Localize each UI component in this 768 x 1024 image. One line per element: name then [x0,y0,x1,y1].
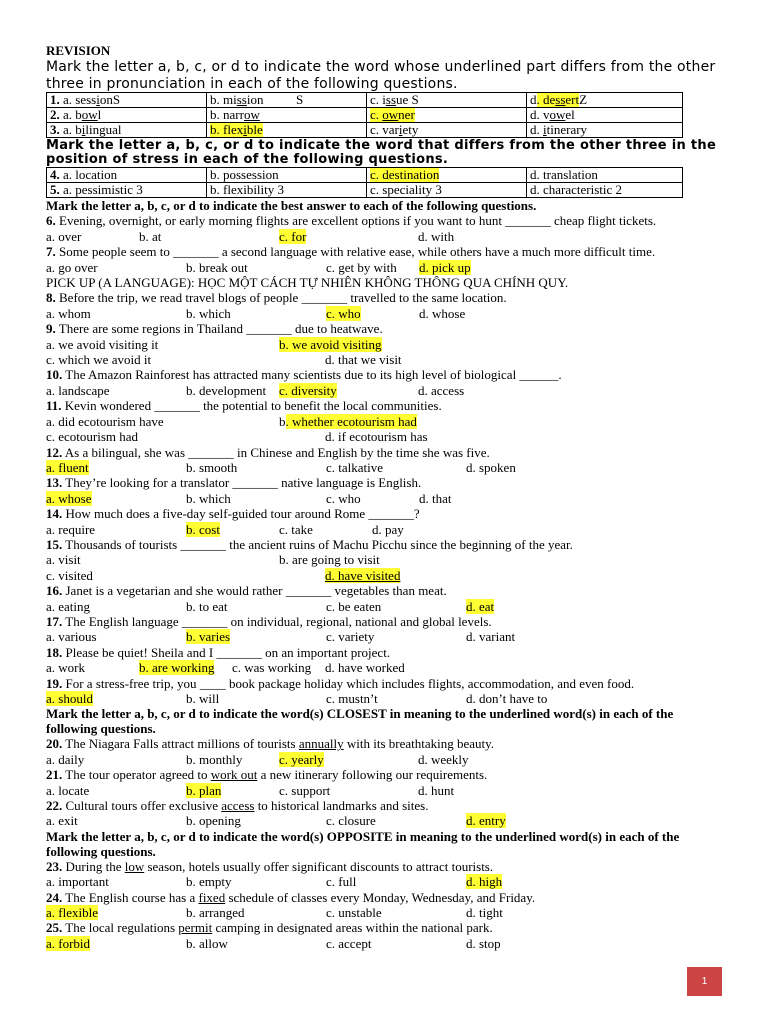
option-c: c. for [279,228,307,244]
options-19 [46,691,722,706]
option-d: d. that [419,490,452,506]
option-d: d. pay [372,521,404,537]
question-12: 12. As a bilingual, she was _______ in Chinese and English by the time she was five. [46,444,490,460]
table-cell: b. flexibility 3 [207,183,367,198]
table-cell: c. issue S [367,93,527,108]
question-10: 10. The Amazon Rainforest has attracted many scientists due to its high level of biological ______. [46,367,562,383]
option-d: d. don’t have to [466,691,548,706]
option-a: a. we avoid visiting it [46,336,159,352]
option-a: a. important [46,874,109,890]
question-16: 16. Janet is a vegetarian and she would rather _______ vegetables than meat. [46,583,447,599]
section2-instruction: Mark the letter a, b, c, or d to indicate the word that differs from the other three in the position of stress in each of the following questions. [46,138,717,168]
option-b: b. opening [186,813,241,829]
options-11b [46,429,722,444]
section3-instruction: Mark the letter a, b, c, or d to indicate the best answer to each of the following questions. [46,198,537,214]
stress-table [46,167,683,198]
option-b: b. at [139,228,162,244]
option-c: c. mustn’t [326,691,378,706]
options-20 [46,752,722,767]
table-cell: b. possession [207,168,367,183]
options-24 [46,905,722,920]
table-cell: d. characteristic 2 [527,183,683,198]
option-a: a. landscape [46,382,110,398]
options-15a [46,552,722,567]
table-cell: b. mission S [207,93,367,108]
table-cell: c. speciality 3 [367,183,527,198]
question-24: 24. The English course has a fixed schedule of classes every Monday, Wednesday, and Friday. [46,889,536,905]
option-b: b. are working [139,660,215,676]
option-d: d. variant [466,629,516,645]
option-a: a. forbid [46,935,91,951]
pronunciation-table [46,92,683,138]
question-17: 17. The English language _______ on individual, regional, national and global levels. [46,613,492,629]
option-d: d. whose [419,305,466,321]
option-b: b. we avoid visiting [279,336,382,352]
option-c: c. unstable [326,905,382,921]
question-19: 19. For a stress-free trip, you ____ book package holiday which includes flights, accommodation, and even food. [46,675,635,691]
table-row [47,108,683,123]
option-c: c. be eaten [326,598,382,614]
option-b: b. smooth [186,459,238,475]
table-cell: c. destination [367,168,527,183]
question-9: 9. There are some regions in Thailand _______ due to heatwave. [46,321,383,337]
option-b: b. will [186,691,220,706]
table-row [47,123,683,138]
table-cell: b. flexible [207,123,367,138]
page-number-badge: 1 [687,967,722,996]
question-25: 25. The local regulations permit camping in designated areas within the national park. [46,920,493,936]
question-8: 8. Before the trip, we read travel blogs of people _______ travelled to the same location. [46,290,507,306]
option-a: a. fluent [46,459,89,475]
option-a: a. various [46,629,97,645]
option-c: c. which we avoid it [46,352,152,368]
table-cell: 3. a. bilingual [47,123,207,138]
option-d: d. have visited [325,567,401,583]
options-16 [46,599,722,614]
options-12 [46,460,722,475]
options-25 [46,936,722,951]
section1-instruction: Mark the letter a, b, c, or d to indicate the word whose underlined part differs from the other three in pronunciation in each of the following questions. [46,59,716,92]
option-b: b. are going to visit [279,552,380,568]
option-b: b. to eat [186,598,228,614]
options-9b [46,352,722,367]
options-22 [46,813,722,828]
options-11a: a. did ecotourism have b. whether ecotourism had [46,413,417,429]
option-a: a. whose [46,490,92,506]
option-a: a. flexible [46,905,98,921]
table-cell: d. itinerary [527,123,683,138]
table-cell: b. narrow [207,108,367,123]
section4-instruction: Mark the letter a, b, c, or d to indicate the word(s) CLOSEST in meaning to the underlined word(s) in each of the following questions. [46,706,674,737]
table-cell: d. dessertZ [527,93,683,108]
options-14 [46,522,722,537]
options-7 [46,260,722,275]
option-a: a. require [46,521,96,537]
table-cell: d. translation [527,168,683,183]
option-d: d. high [466,874,503,890]
options-8 [46,306,722,321]
option-b: b. empty [186,874,232,890]
question-22: 22. Cultural tours offer exclusive access to historical landmarks and sites. [46,798,429,814]
option-b: b. allow [186,935,228,951]
option-c: c. accept [326,935,372,951]
page-title: REVISION [46,43,111,58]
option-a: a. eating [46,598,91,614]
option-c: c. yearly [279,751,324,767]
option-b: b. break out [186,259,248,275]
option-d: d. tight [466,905,503,921]
option-d: d. that we visit [325,352,402,368]
section5-instruction: Mark the letter a, b, c, or d to indicate the word(s) OPPOSITE in meaning to the underlined word(s) in each of the following questions. [46,828,680,859]
option-d: d. spoken [466,459,516,475]
option-b: b. cost [186,521,220,537]
question-11: 11. Kevin wondered _______ the potential to benefit the local communities. [46,398,442,414]
options-15b [46,568,722,583]
option-c: c. ecotourism had [46,429,139,445]
option-d: d. hunt [418,782,455,798]
option-c: c. closure [326,813,376,829]
option-b: b. arranged [186,905,245,921]
question-18: 18. Please be quiet! Sheila and I _______ on an important project. [46,644,391,660]
options-23 [46,874,722,889]
option-b: b. monthly [186,751,243,767]
option-b: b. which [186,490,231,506]
table-cell: 4. a. location [47,168,207,183]
table-cell: c. owner [367,108,527,123]
option-c: c. who [326,490,361,506]
option-b: b. plan [186,782,222,798]
option-c: c. full [326,874,357,890]
option-a: a. over [46,228,82,244]
option-c: c. diversity [279,382,337,398]
option-a: a. exit [46,813,78,829]
option-a: a. locate [46,782,90,798]
question-7: 7. Some people seem to _______ a second language with relative ease, while others have a much more difficult time. [46,244,656,260]
question-14: 14. How much does a five-day self-guided tour around Rome _______? [46,506,420,522]
question-13: 13. They’re looking for a translator _______ native language is English. [46,475,422,491]
option-a: a. visit [46,552,81,568]
option-a: a. should [46,691,93,706]
option-c: c. talkative [326,459,384,475]
question-15: 15. Thousands of tourists _______ the ancient ruins of Machu Picchu since the beginning of the year. [46,536,573,552]
option-d: d. access [418,382,465,398]
table-cell: 1. a. sessionS [47,93,207,108]
question-6: 6. Evening, overnight, or early morning flights are excellent options if you want to hunt _______ cheap flight tickets. [46,213,657,229]
option-c: c. who [326,305,361,321]
option-b: b. varies [186,629,231,645]
question-23: 23. During the low season, hotels usually offer significant discounts to attract tourists. [46,858,494,874]
option-d: d. have worked [325,660,405,676]
options-17 [46,629,722,644]
option-c: c. get by with [326,259,397,275]
option-d: d. weekly [418,751,469,767]
note-7: PICK UP (A LANGUAGE): HỌC MỘT CÁCH TỰ NHIÊN KHÔNG THÔNG QUA CHÍNH QUY. [46,275,569,291]
option-c: c. take [279,521,313,537]
options-13 [46,491,722,506]
table-cell: 5. a. pessimistic 3 [47,183,207,198]
option-c: c. visited [46,567,93,583]
options-21 [46,783,722,798]
option-d: d. pick up [419,259,471,275]
options-6 [46,229,722,244]
table-row [47,183,683,198]
option-a: a. work [46,660,85,676]
table-cell: 2. a. bowl [47,108,207,123]
option-d: d. eat [466,598,495,614]
option-b: b. which [186,305,231,321]
question-20: 20. The Niagara Falls attract millions of tourists annually with its breathtaking beauty. [46,736,495,752]
option-d: d. stop [466,935,501,951]
option-a: a. whom [46,305,91,321]
option-d: d. if ecotourism has [325,429,428,445]
table-cell: c. variety [367,123,527,138]
option-d: d. entry [466,813,506,829]
document-page [46,43,722,951]
options-18 [46,660,722,675]
table-row [47,168,683,183]
options-9a [46,337,722,352]
option-c: c. was working [232,660,312,676]
table-row [47,93,683,108]
option-a: a. did ecotourism have [46,413,164,429]
option-a: a. go over [46,259,98,275]
option-b: b. development [186,382,267,398]
table-cell: d. vowel [527,108,683,123]
option-c: c. variety [326,629,375,645]
question-21: 21. The tour operator agreed to work out a new itinerary following our requirements. [46,767,488,783]
option-d: d. with [418,228,455,244]
options-10 [46,383,722,398]
option-c: c. support [279,782,331,798]
option-a: a. daily [46,751,85,767]
